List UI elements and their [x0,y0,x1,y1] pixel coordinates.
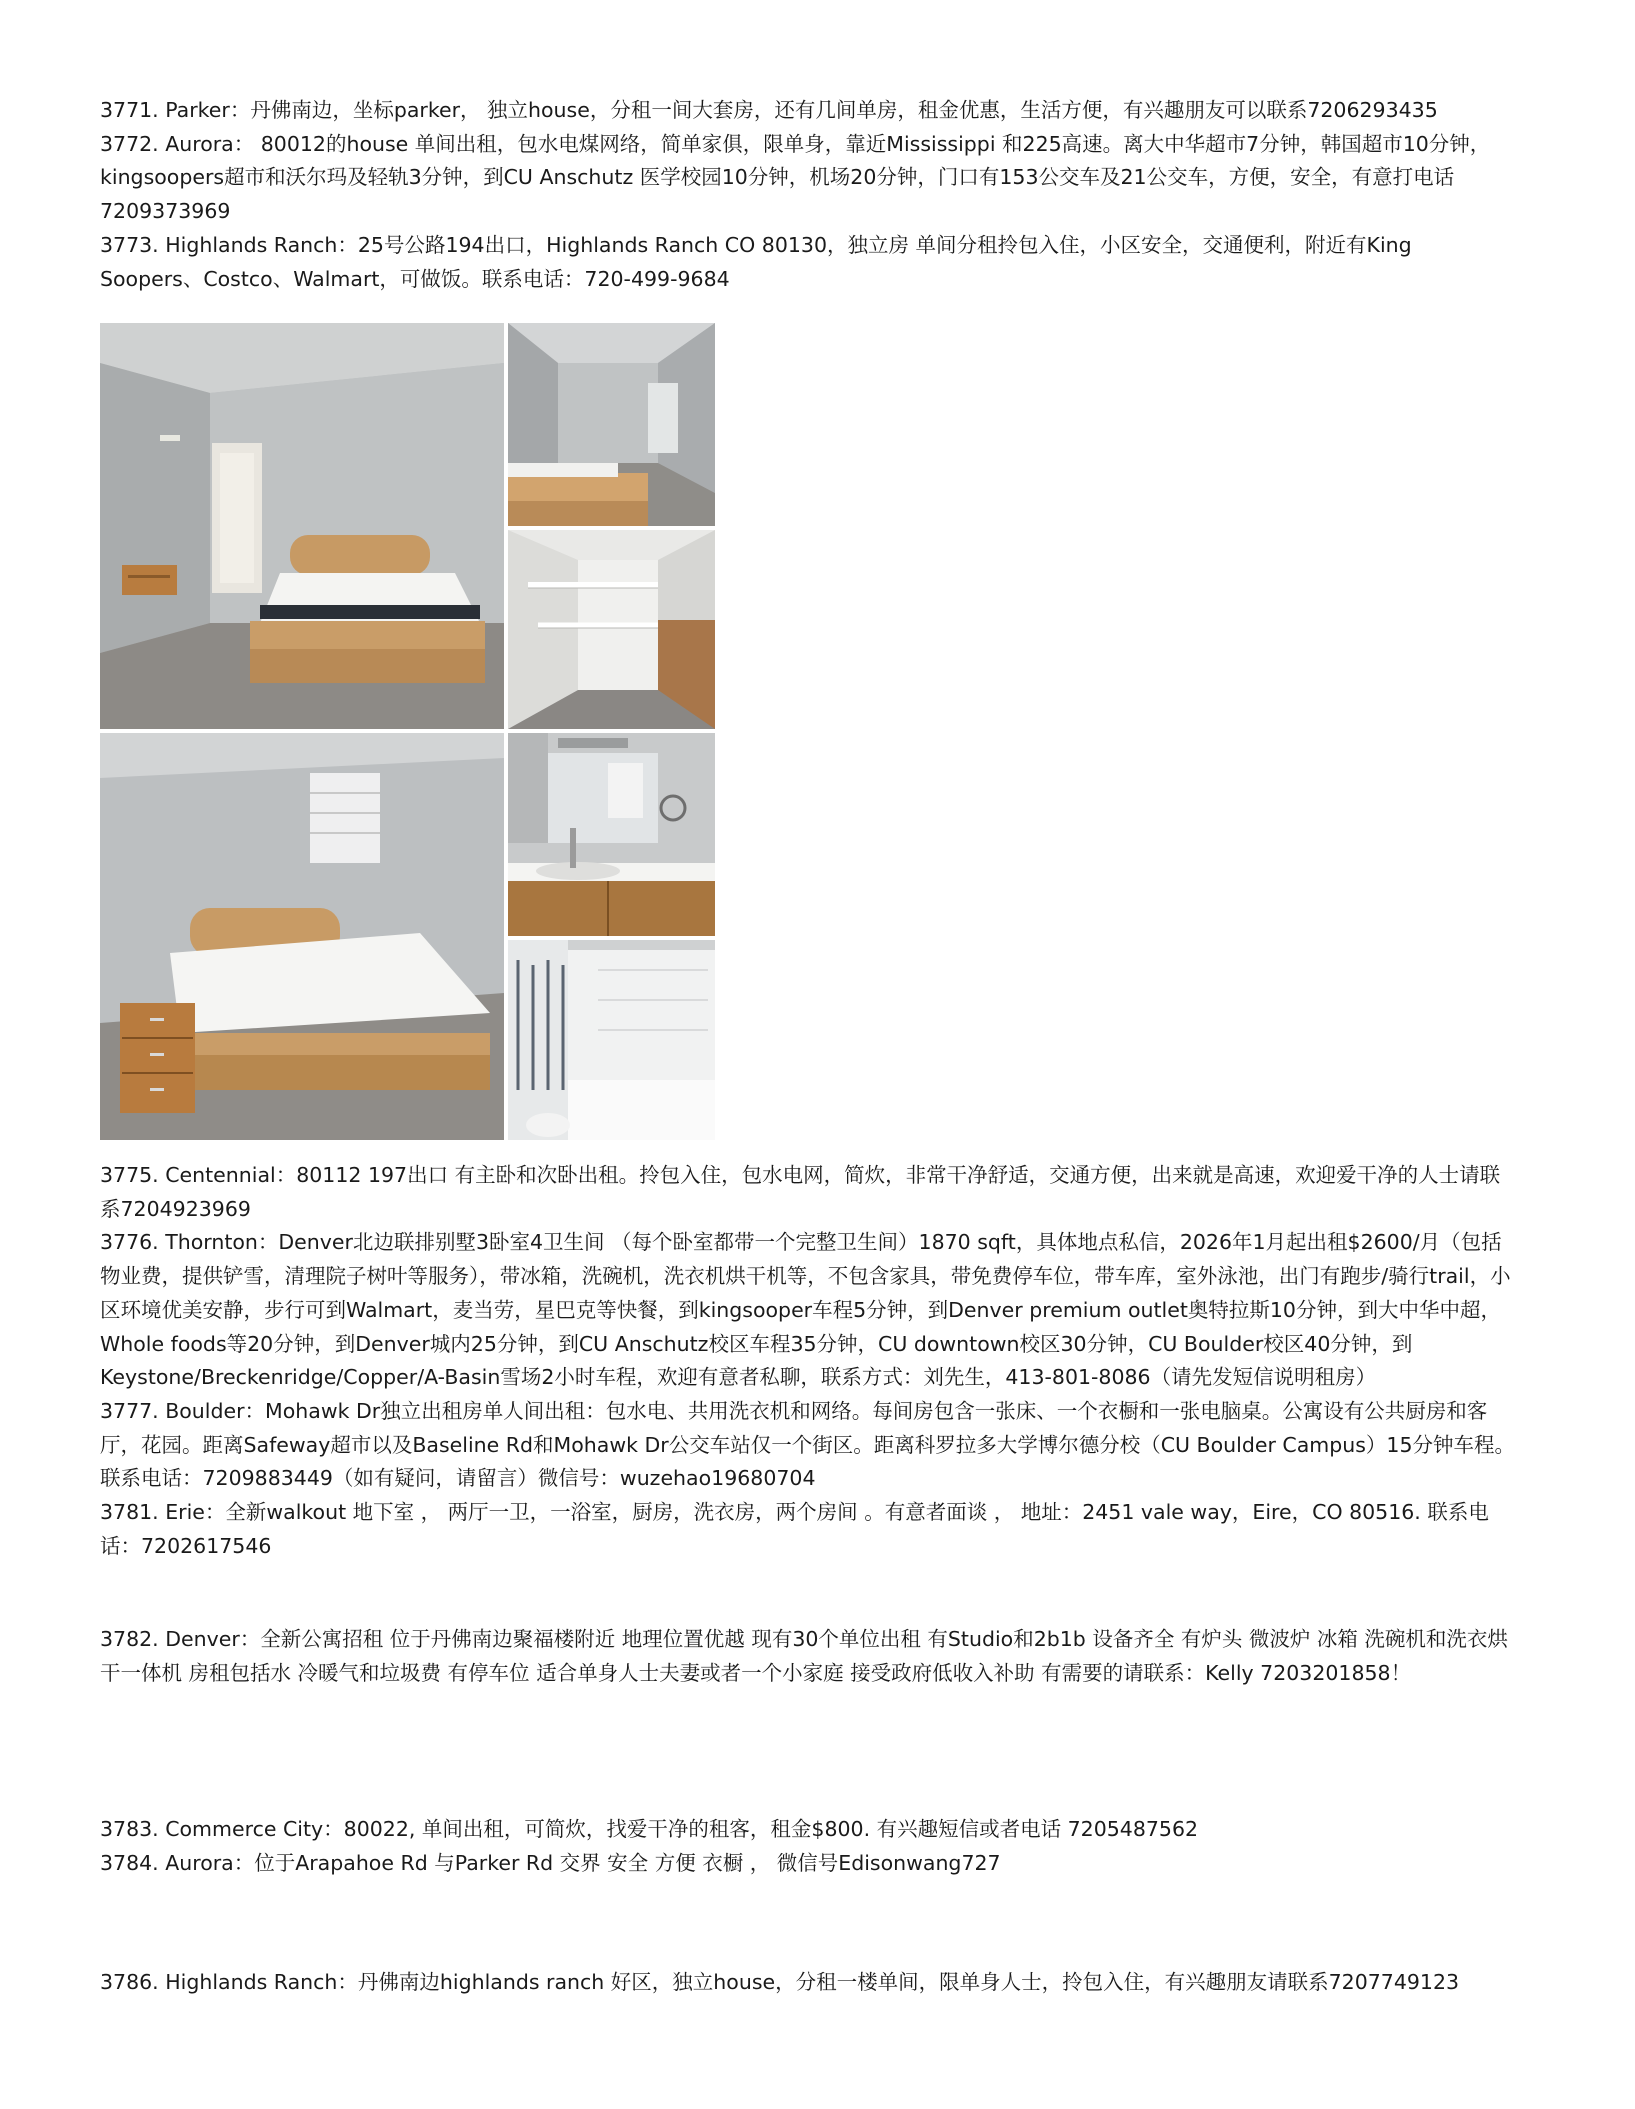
listing-group-middle [100,1159,1520,1563]
listing-3773: 3773. Highlands Ranch：25号公路194出口，Highlands Ranch CO 80130，独立房 单间分租拎包入住，小区安全，交通便利，附近有King Soopers、Costco、Walmart，可做饭。联系电话：720-499-9684 [100,232,1412,291]
listing-3782: 3782. Denver：全新公寓招租 位于丹佛南边聚福楼附近 地理位置优越 现有30个单位出租 有Studio和2b1b 设备齐全 有炉头 微波炉 冰箱 洗碗机和洗衣烘干一体机 房租包括水 冷暖气和垃圾费 有停车位 适合单身人士夫妻或者一个小家庭 接受政府低收入补助 有需要的请联系：Kelly 7203201858！ [100,1627,1508,1685]
listing-3781: 3781. Erie：全新walkout 地下室 ， 两厅一卫，一浴室，厨房，洗衣房，两个房间 。有意者面谈 ， 地址：2451 vale way，Eire，CO 80516. 联系电话：7202617546 [100,1500,1489,1558]
listing-3777: 3777. Boulder：Mohawk Dr独立出租房单人间出租：包水电、共用洗衣机和网络。每间房包含一张床、一个衣橱和一张电脑桌。公寓设有公共厨房和客厅，花园。距离Safeway超市以及Baseline Rd和Mohawk Dr公交车站仅一个街区。距离科罗拉多大学博尔德分校（CU Boulder Campus）15分钟车程。联系电话：7209883449（如有疑问，请留言）微信号：wuzehao19680704 [100,1398,1516,1491]
empty-room-photo [508,323,715,526]
listing-group-3786 [100,1966,1520,2000]
listing-3772: 3772. Aurora： 80012的house 单间出租，包水电煤网络，简单家俱，限单身，靠近Mississippi 和225高速。离大中华超市7分钟，韩国超市10分钟，kingsoopers超市和沃尔玛及轻轨3分钟，到CU Anschutz 医学校园10分钟，机场20分钟，门口有153公交车及21公交车，方便，安全，有意打电话7209373969 [100,131,1491,224]
photo-gallery [100,323,715,1140]
listing-group-top [100,94,1520,296]
listing-group-3782 [100,1623,1520,1690]
listing-3771: 3771. Parker：丹佛南边，坐标parker， 独立house，分租一间大套房，还有几间单房，租金优惠，生活方便，有兴趣朋友可以联系7206293435 [100,98,1438,122]
listing-3776: 3776. Thornton：Denver北边联排别墅3卧室4卫生间 （每个卧室都带一个完整卫生间）1870 sqft，具体地点私信，2026年1月起出租$2600/月（包括物业费，提供铲雪，清理院子树叶等服务），带冰箱，洗碗机，洗衣机烘干机等，不包含家具，带免费停车位，带车库，室外泳池，出门有跑步/骑行trail，小区环境优美安静，步行可到Walmart，麦当劳，星巴克等快餐，到kingsooper车程5分钟，到Denver premium outlet奥特拉斯10分钟，到大中华中超，Whole foods等20分钟，到Denver城内25分钟，到CU Anschutz校区车程35分钟，CU downtown校区30分钟，CU Boulder校区40分钟，到Keystone/Breckenridge/Copper/A-Basin雪场2小时车程，欢迎有意者私聊，联系方式：刘先生，413-801-8086（请先发短信说明租房） [100,1230,1511,1390]
listing-3783: 3783. Commerce City：80022, 单间出租，可简炊，找爱干净的租客，租金$800. 有兴趣短信或者电话 7205487562 [100,1817,1199,1841]
shower-photo [508,940,715,1140]
listing-3786: 3786. Highlands Ranch：丹佛南边highlands ranch 好区，独立house，分租一楼单间，限单身人士，拎包入住，有兴趣朋友请联系7207749123 [100,1970,1460,1994]
bedroom-photo-2 [100,733,504,1140]
bedroom-photo-1 [100,323,504,729]
listing-3775: 3775. Centennial：80112 197出口 有主卧和次卧出租。拎包入住，包水电网，简炊，非常干净舒适，交通方便，出来就是高速，欢迎爱干净的人士请联系7204923969 [100,1163,1501,1221]
listing-3784: 3784. Aurora：位于Arapahoe Rd 与Parker Rd 交界 安全 方便 衣橱 ， 微信号Edisonwang727 [100,1850,1001,1875]
listing-group-lower [100,1813,1520,1880]
closet-photo [508,530,715,729]
bathroom-sink-photo [508,733,715,936]
